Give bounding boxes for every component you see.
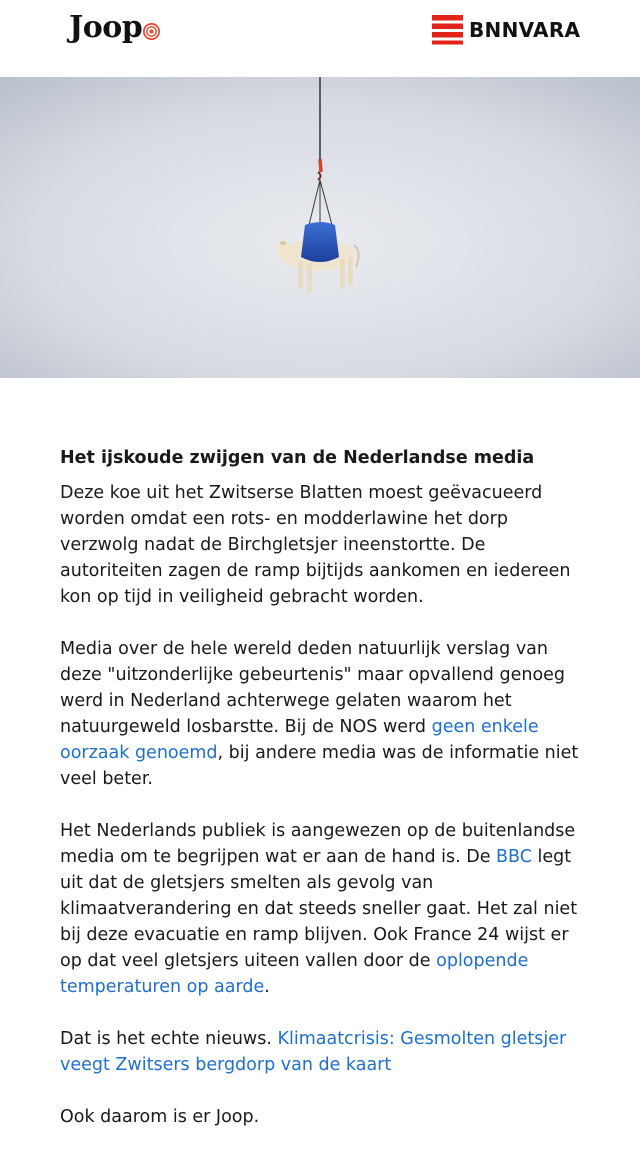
paragraph-3-text-c: . — [264, 977, 270, 997]
bnnvara-logo[interactable] — [432, 14, 580, 45]
joop-logo[interactable] — [69, 8, 160, 48]
helicopter-cow-photo — [0, 77, 640, 378]
paragraph-4 — [60, 1026, 590, 1078]
paragraph-2-text-a: Media over de hele wereld deden natuurlijk verslag van deze "uitzonderlijke gebeurtenis" maar opvallend genoeg werd in Nederland achterwege gelaten waarom het natuurgeweld losbarstte. Bij de NOS werd — [60, 639, 566, 737]
article-headline: Het ijskoude zwijgen van de Nederlandse media — [60, 448, 535, 468]
klimaatcrisis-article-link[interactable]: Klimaatcrisis: Gesmolten gletsjer veegt Zwitsers bergdorp van de kaart — [60, 1029, 567, 1075]
nos-link[interactable]: geen enkele oorzaak genoemd — [60, 717, 539, 763]
joop-target-icon — [143, 23, 160, 40]
joop-logo-text: Joop — [69, 10, 143, 45]
paragraph-3-text-b: legt uit dat de gletsjers smelten als gevolg van klimaatverandering en dat steeds sneller gaat. Het zal niet bij deze evacuatie en ramp blijven. Ook France 24 wijst er op dat veel gletsjers uiteen vallen door de — [60, 847, 578, 971]
paragraph-3-text-a: Het Nederlands publiek is aangewezen op de buitenlandse media om te begrijpen wat er aan de hand is. De — [60, 821, 576, 867]
bnnvara-logo-text: BNNVARA — [469, 17, 581, 42]
article-body — [60, 444, 590, 1156]
paragraph-4-text-a: Dat is het echte nieuws. — [60, 1029, 278, 1049]
france24-link[interactable]: oplopende temperaturen op aarde — [60, 951, 529, 997]
bnnvara-stripes-icon — [432, 14, 463, 45]
paragraph-5: Ook daarom is er Joop. — [60, 1107, 260, 1127]
paragraph-1: Deze koe uit het Zwitserse Blatten moest geëvacueerd worden omdat een rots- en modderlawine het dorp verzwolg nadat de Birchgletsjer ineenstortte. De autoriteiten zagen de ramp bijtijds aankomen en iedereen kon op tijd in veiligheid gebracht worden. — [60, 483, 571, 607]
paragraph-2-text-b: , bij andere media was de informatie niet veel beter. — [60, 743, 579, 789]
paragraph-3 — [60, 818, 590, 1000]
paragraph-2 — [60, 636, 590, 792]
email-header — [0, 0, 640, 77]
bbc-link[interactable]: BBC — [496, 847, 532, 867]
